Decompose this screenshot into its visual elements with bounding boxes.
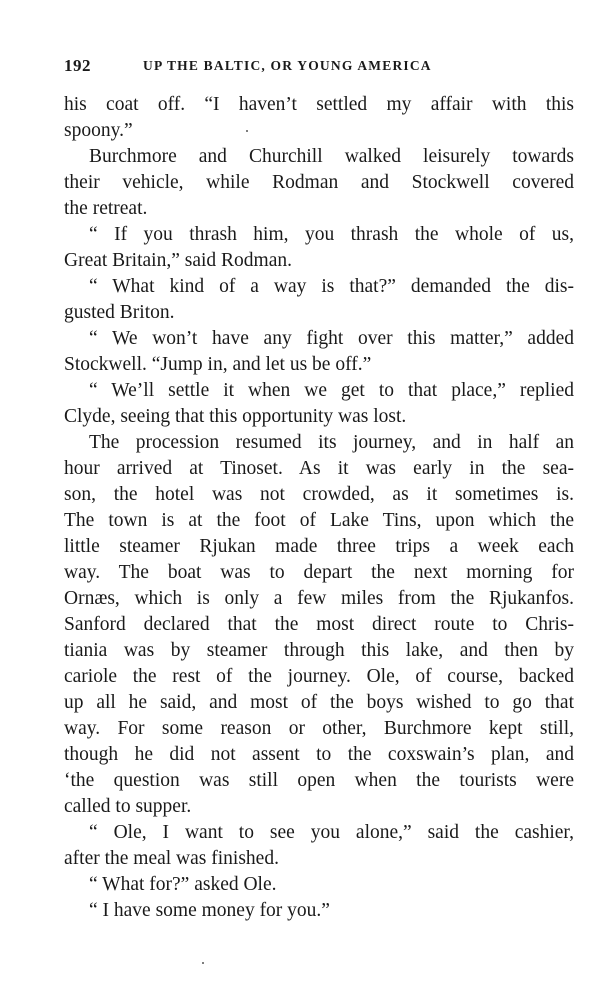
- text-line: “ We’ll settle it when we get to that place,” replied: [89, 380, 574, 401]
- text-line: the retreat.: [64, 198, 148, 219]
- print-speck: [246, 130, 248, 132]
- text-line: “ What for?” asked Ole.: [89, 874, 277, 895]
- text-line: ‘the question was still open when the tourists were: [64, 770, 574, 791]
- text-line: The procession resumed its journey, and in half an: [89, 432, 574, 453]
- text-line: son, the hotel was not crowded, as it sometimes is.: [64, 484, 574, 505]
- text-line: spoony.”: [64, 120, 133, 141]
- text-line: hour arrived at Tinoset. As it was early in the sea-: [64, 458, 574, 479]
- text-line: way. For some reason or other, Burchmore kept still,: [64, 718, 574, 739]
- text-line: “ Ole, I want to see you alone,” said the cashier,: [89, 822, 574, 843]
- text-line: up all he said, and most of the boys wished to go that: [64, 692, 574, 713]
- text-line: gusted Briton.: [64, 302, 175, 323]
- text-line: “ If you thrash him, you thrash the whole of us,: [89, 224, 574, 245]
- text-line: Burchmore and Churchill walked leisurely towards: [89, 146, 574, 167]
- text-line: after the meal was finished.: [64, 848, 279, 869]
- text-line: Ornæs, which is only a few miles from the Rjukanfos.: [64, 588, 574, 609]
- text-line: “ I have some money for you.”: [89, 900, 330, 921]
- text-line: Stockwell. “Jump in, and let us be off.”: [64, 354, 372, 375]
- text-line: Sanford declared that the most direct route to Chris-: [64, 614, 574, 635]
- text-line: his coat off. “I haven’t settled my affair with this: [64, 94, 574, 115]
- text-line: tiania was by steamer through this lake, and then by: [64, 640, 574, 661]
- text-line: Clyde, seeing that this opportunity was lost.: [64, 406, 407, 427]
- text-line: called to supper.: [64, 796, 192, 817]
- running-head: UP THE BALTIC, OR YOUNG AMERICA: [143, 58, 432, 73]
- text-line: cariole the rest of the journey. Ole, of course, backed: [64, 666, 574, 687]
- page-header: [64, 56, 544, 76]
- text-line: though he did not assent to the coxswain’s plan, and: [64, 744, 574, 765]
- text-line: way. The boat was to depart the next morning for: [64, 562, 574, 583]
- text-line: The town is at the foot of Lake Tins, upon which the: [64, 510, 574, 531]
- text-line: little steamer Rjukan made three trips a week each: [64, 536, 574, 557]
- text-line: their vehicle, while Rodman and Stockwell covered: [64, 172, 574, 193]
- text-line: Great Britain,” said Rodman.: [64, 250, 292, 271]
- print-speck: [202, 962, 204, 964]
- page-number: 192: [64, 56, 91, 75]
- body-text: [64, 92, 574, 924]
- text-line: “ What kind of a way is that?” demanded the dis-: [89, 276, 574, 297]
- text-line: “ We won’t have any fight over this matter,” added: [89, 328, 574, 349]
